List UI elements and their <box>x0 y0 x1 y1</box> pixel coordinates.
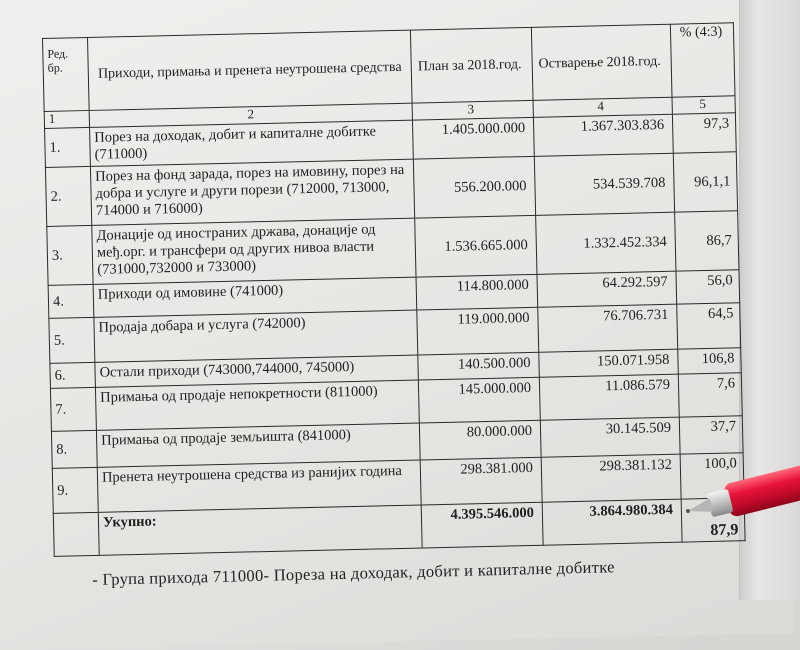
row-plan: 119.000.000 <box>417 307 539 355</box>
total-actual: 3.864.980.384 <box>542 499 682 545</box>
row-description: Приходи од имовине (741000) <box>93 277 417 317</box>
row-plan: 556.200.000 <box>413 156 535 218</box>
row-number: 8. <box>51 430 97 468</box>
row-number: 2. <box>45 166 91 226</box>
row-description: Порез на фонд зарада, порез на имовину, порез на добра и услуге и други порези (712000, 713000, 714000 и 716000) <box>90 159 414 225</box>
pen-tip <box>686 498 713 517</box>
revenue-table-wrapper <box>42 22 746 557</box>
header-row-number: Ред. бр. <box>43 37 90 111</box>
column-number: 4 <box>533 97 672 117</box>
row-plan: 1.536.665.000 <box>415 215 537 277</box>
row-actual: 11.086.579 <box>539 374 679 420</box>
row-percent: 97,3 <box>672 113 736 153</box>
row-description: Порез на доходак, добит и капиталне добитке (711000) <box>90 120 414 166</box>
row-number: 9. <box>52 467 98 513</box>
row-percent: 96,1,1 <box>673 152 737 212</box>
row-plan: 145.000.000 <box>418 377 540 423</box>
row-plan: 140.500.000 <box>418 352 540 380</box>
header-actual: Остварење 2018.год. <box>531 24 672 100</box>
column-number: 2 <box>89 103 412 127</box>
row-actual: 30.145.509 <box>540 417 680 457</box>
header-description: Приходи, примања и пренета неутрошена средства <box>87 30 412 110</box>
total-label: Укупно: <box>98 505 422 555</box>
row-description: Остали приходи (743000,744000, 745000) <box>95 355 418 387</box>
row-actual: 298.381.132 <box>541 454 681 502</box>
row-actual: 76.706.731 <box>538 304 678 352</box>
total-plan: 4.395.546.000 <box>421 502 543 548</box>
row-number: 6. <box>50 362 96 388</box>
row-description: Примања од продаје земљишта (841000) <box>96 423 420 467</box>
column-number: 3 <box>412 100 533 120</box>
column-number: 1 <box>44 110 89 128</box>
revenue-table <box>42 22 746 557</box>
row-number: 7. <box>50 387 96 431</box>
row-actual: 1.332.452.334 <box>536 212 676 274</box>
row-plan: 298.381.000 <box>420 457 542 505</box>
row-actual: 64.292.597 <box>537 271 677 307</box>
header-percent: % (4:3) <box>670 23 735 97</box>
row-description: Примања од продаје непокретности (811000) <box>95 380 419 430</box>
row-plan: 114.800.000 <box>416 274 538 310</box>
row-number: 3. <box>47 225 93 285</box>
footer-paragraph: - Група прихода 711000- Пореза на доходак, добит и капиталне добитке <box>92 557 615 589</box>
row-plan: 80.000.000 <box>419 420 541 460</box>
row-percent: 37,7 <box>679 416 743 454</box>
row-number: 4. <box>48 284 94 318</box>
row-percent: 100,0 <box>680 453 744 499</box>
total-percent: 87,9 <box>681 498 745 542</box>
column-number: 5 <box>672 96 735 114</box>
row-actual: 150.071.958 <box>539 349 679 377</box>
row-description: Пренета неутрошена средства из ранијих година <box>97 460 421 512</box>
row-percent: 106,8 <box>678 348 742 374</box>
row-number: 1. <box>45 127 91 167</box>
row-plan: 1.405.000.000 <box>412 117 534 159</box>
row-percent: 7,6 <box>678 373 742 417</box>
row-description: Продаја добара и услуга (742000) <box>94 310 418 362</box>
row-percent: 64,5 <box>677 303 741 349</box>
row-percent: 56,0 <box>676 270 740 304</box>
row-percent: 86,7 <box>675 211 739 271</box>
row-actual: 534.539.708 <box>534 153 674 215</box>
total-row-number <box>53 512 99 556</box>
row-number: 5. <box>49 317 95 363</box>
row-actual: 1.367.303.836 <box>533 114 673 156</box>
row-description: Донације од иностраних држава, донације од међ.орг. и трансфери од других нивоа власти (731000,732000 и 733000) <box>92 218 416 284</box>
header-plan: План за 2018.год. <box>410 27 533 103</box>
